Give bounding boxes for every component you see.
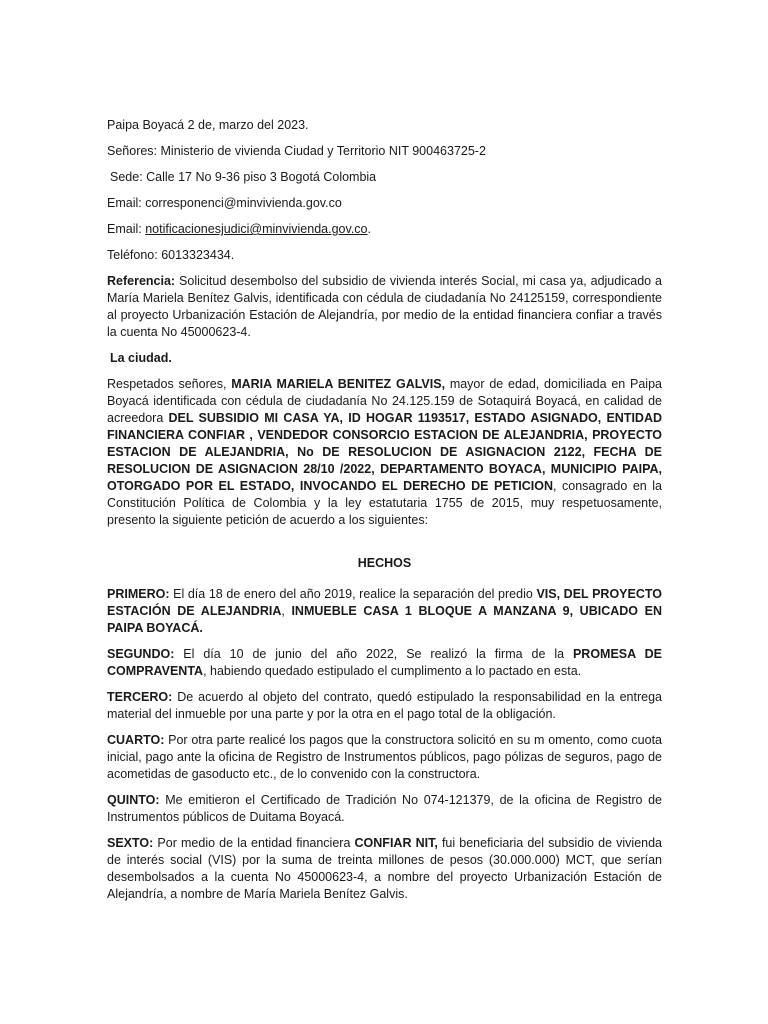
referencia-text: Solicitud desembolso del subsidio de vivienda interés Social, mi casa ya, adjudicado a María Mariela Benítez Galvis, identificada con cédula de ciudadanía No 24125159, correspondiente al proyecto Urbanización Estación de Alejandría, por medio de la entidad financiera confiar a través la cuenta No 45000623-4. [107,274,662,339]
city-text: La ciudad. [110,351,172,365]
fact-label: SEGUNDO: [107,647,175,661]
email-end: . [367,222,371,236]
intro-text: Respetados señores, [107,377,232,391]
fact-cuarto [107,732,662,783]
fact-tercero [107,689,662,723]
intro-name: MARIA MARIELA BENITEZ GALVIS, [231,377,446,391]
fact-quinto [107,792,662,826]
fact-label: TERCERO: [107,690,173,704]
phone: Teléfono: 6013323434. [107,248,235,262]
referencia-paragraph [107,273,662,341]
city-line [107,350,662,367]
fact-bold: INMUEBLE CASA 1 BLOQUE A MANZANA 9, UBICADO EN PAIPA BOYACÁ. [107,604,662,635]
email-line-1 [107,195,662,212]
referencia-label: Referencia: [107,274,176,288]
fact-bold: CONFIAR NIT, [354,836,438,850]
email-link[interactable]: notificacionesjudici@minvivienda.gov.co [145,222,368,236]
email-label: Email: [107,222,146,236]
place-date: Paipa Boyacá 2 de, marzo del 2023. [107,118,309,132]
fact-primero [107,586,662,637]
fact-segundo [107,646,662,680]
intro-text: mayor de edad, domiciliada en Paipa Boyacá identificada con cédula de ciudadanía No 24.125.159 de Sotaquirá Boyacá, en calidad de acreedora [107,377,662,425]
fact-label: QUINTO: [107,793,160,807]
hechos-heading [107,555,662,572]
fact-text: Por otra parte realicé los pagos que la constructora solicitó en su m omento, como cuota inicial, pago ante la oficina de Registro de Instrumentos públicos, pago pólizas de seguros, pago de acometidas de gasoducto etc., de lo convenido con la constructora. [107,733,662,781]
fact-text: Por medio de la entidad financiera [153,836,355,850]
email-value: corresponenci@minvivienda.gov.co [145,196,342,210]
fact-sexto [107,835,662,903]
fact-bold: PROMESA DE COMPRAVENTA [107,647,662,678]
fact-text: De acuerdo al objeto del contrato, quedó estipulado la responsabilidad en la entrega material del inmueble por una parte y por la otra en el pago total de la obligación. [107,690,662,721]
addressee: Señores: Ministerio de vivienda Ciudad y Territorio NIT 900463725-2 [107,144,486,158]
fact-text: fui beneficiaria del subsidio de vivienda de interés social (VIS) por la suma de treinta millones de pesos (30.000.000) MCT, que serían desembolsados a la cuenta No 45000623-4, a nombre del proyecto Urbanización Estación de Alejandría, a nombre de María Mariela Benítez Galvis. [107,836,663,901]
fact-label: CUARTO: [107,733,165,747]
fact-text: Me emitieron el Certificado de Tradición No 074-121379, de la oficina de Registro de Instrumentos públicos de Duitama Boyacá. [107,793,662,824]
intro-paragraph [107,376,662,529]
fact-bold: VIS, DEL PROYECTO ESTACIÓN DE ALEJANDRIA [107,587,662,618]
email-label: Email: [107,196,146,210]
fact-label: PRIMERO: [107,587,170,601]
email-line-2 [107,221,662,238]
fact-text: El día 18 de enero del año 2019, realice la separación del predio [169,587,537,601]
fact-text: , habiendo quedado estipulado el cumplimento a lo pactado en esta. [203,664,582,678]
intro-subsidy-details: DEL SUBSIDIO MI CASA YA, ID HOGAR 1193517, ESTADO ASIGNADO, ENTIDAD FINANCIERA CONFIAR , VENDEDOR CONSORCIO ESTACION DE ALEJANDRIA, PROYECTO ESTACION DE ALEJANDRIA, No DE RESOLUCION DE ASIGNACION 2122, FECHA DE RESOLUCION DE ASIGNACION 28/10 /2022, DEPARTAMENTO BOYACA, MUNICIPIO PAIPA, OTORGADO POR EL ESTADO, INVOCANDO EL DERECHO DE PETICION [107,411,662,493]
fact-text: El día 10 de junio del año 2022, Se realizó la firma de la [174,647,573,661]
fact-text: , [281,604,292,618]
intro-text: , consagrado en la Constitución Política de Colombia y la ley estatutaria 1755 de 2015, muy respetuosamente, presento la siguiente petición de acuerdo a los siguientes: [107,479,662,527]
sede-address: Sede: Calle 17 No 9-36 piso 3 Bogotá Colombia [110,170,377,184]
fact-label: SEXTO: [107,836,154,850]
hechos-title: HECHOS [357,556,412,570]
